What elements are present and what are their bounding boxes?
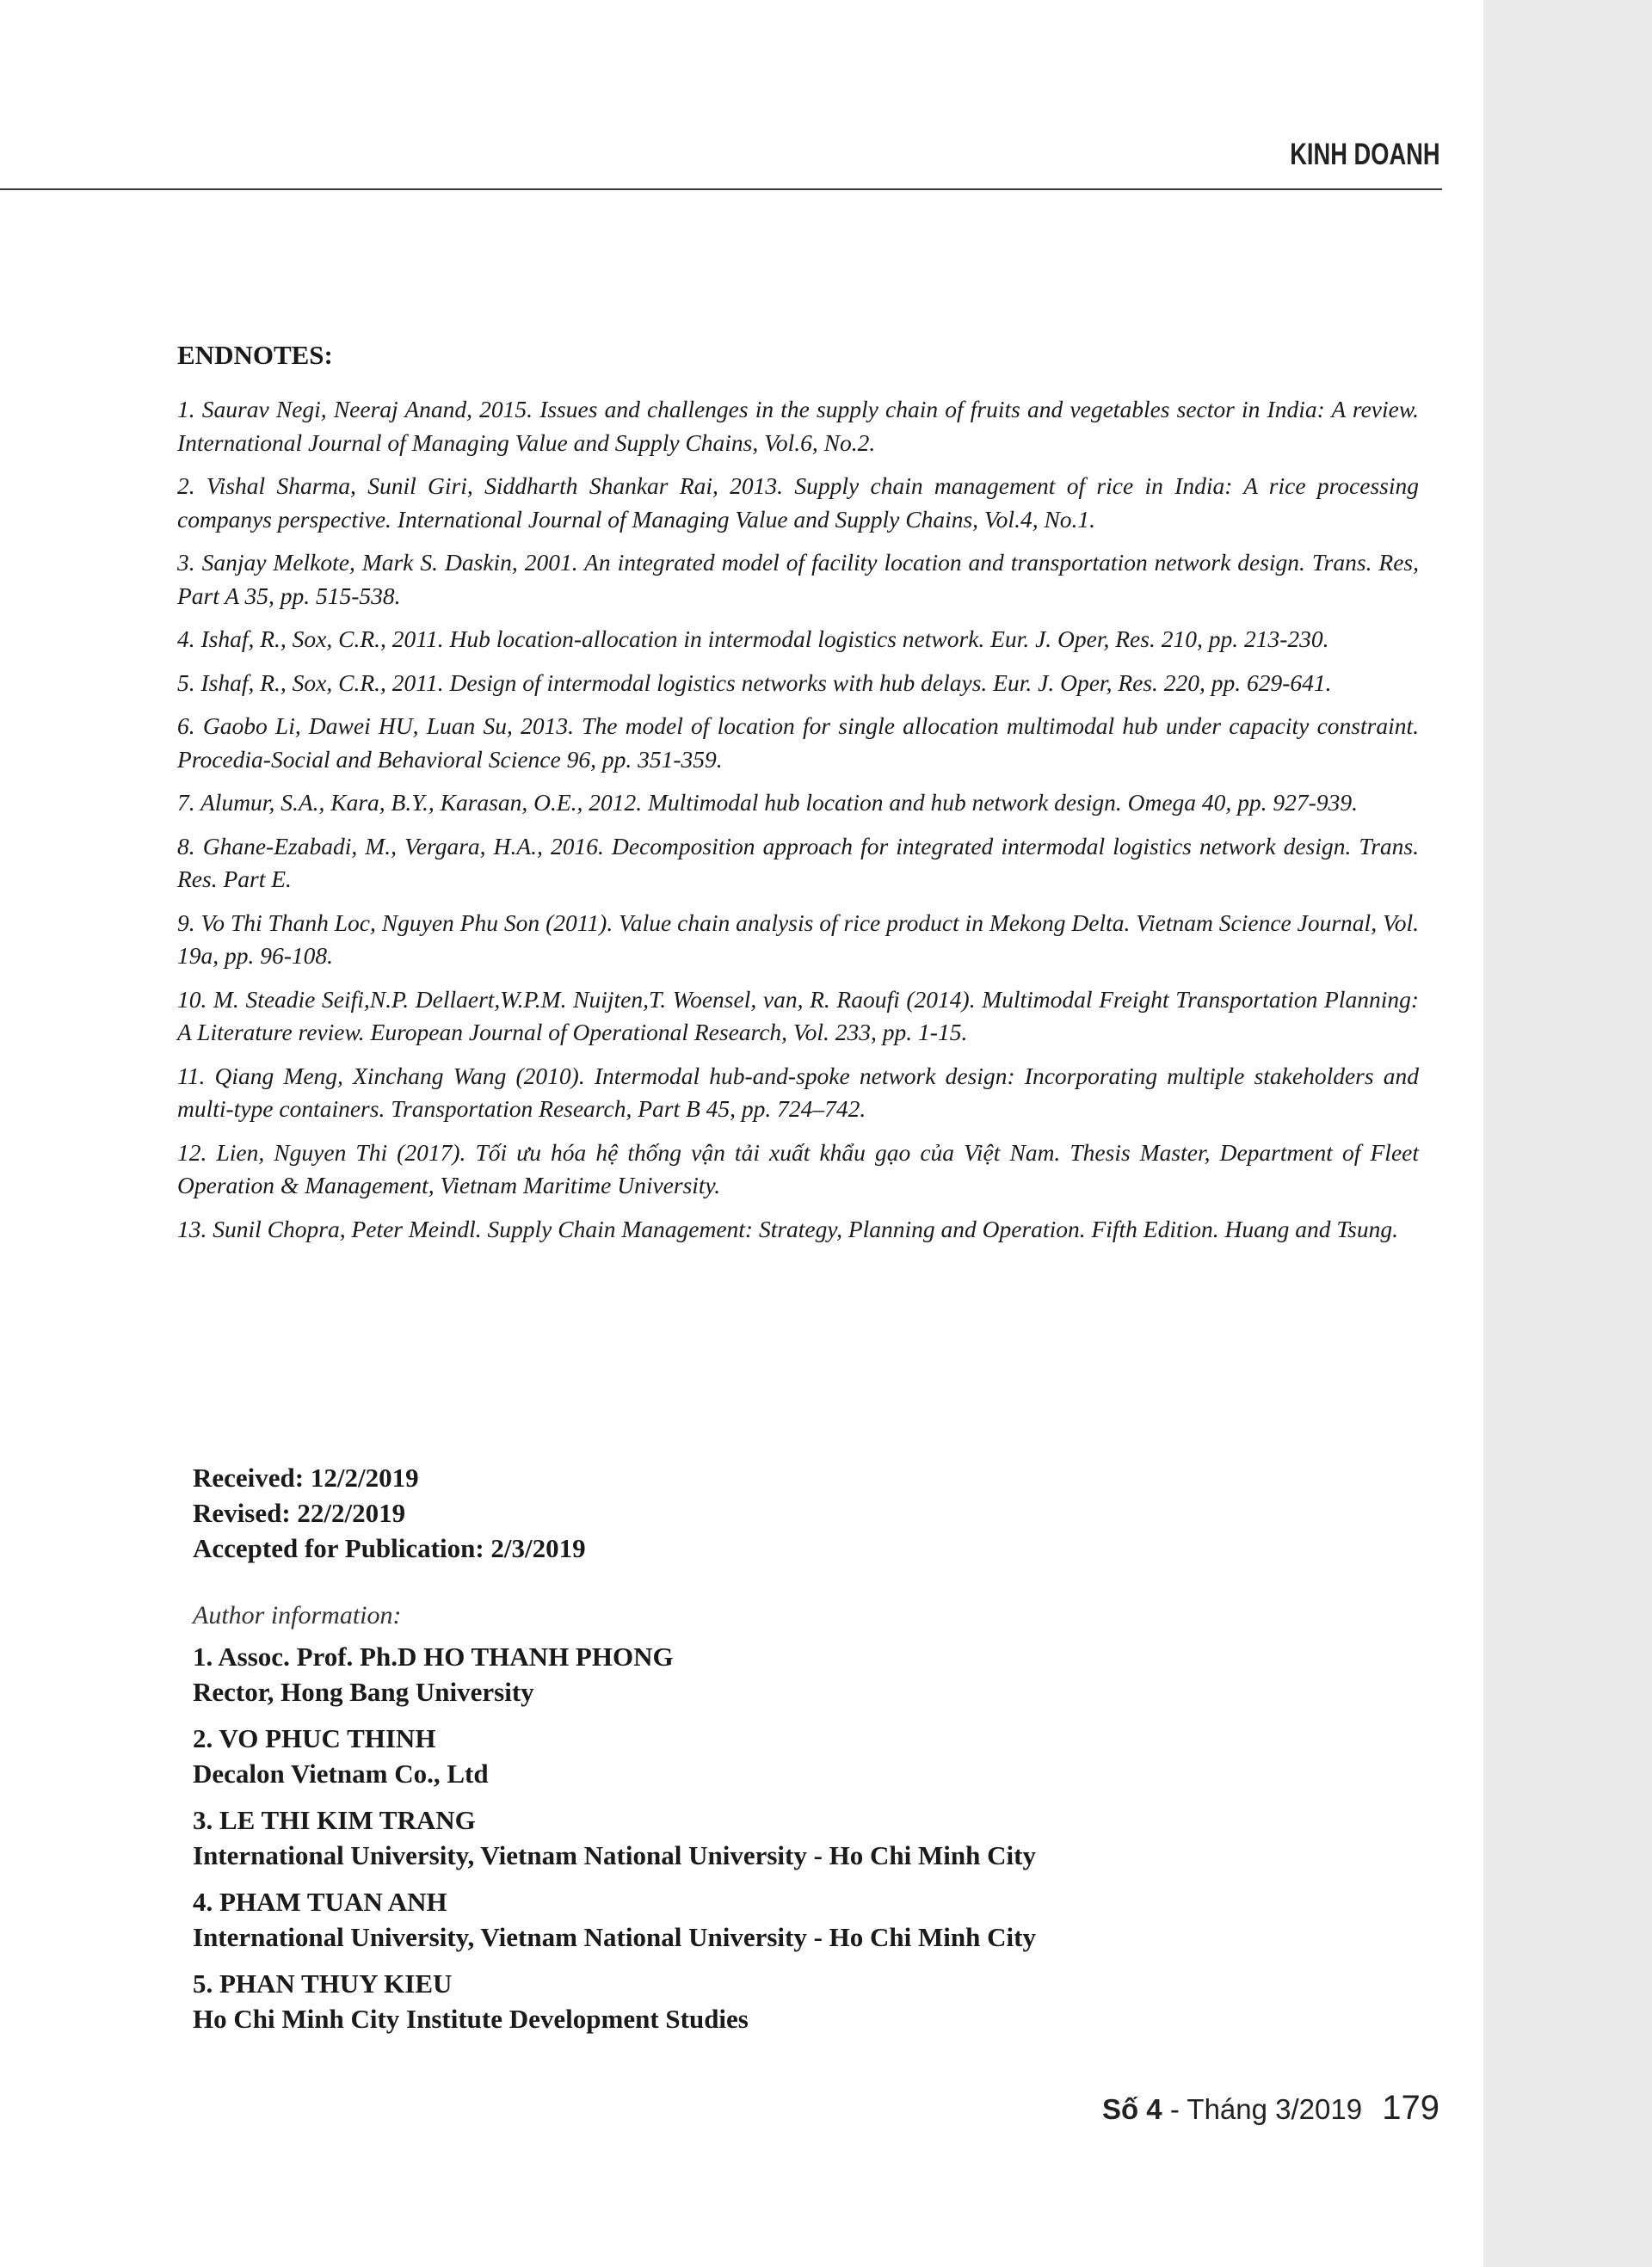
author-entry xyxy=(193,1966,1397,2036)
author-entry xyxy=(193,1884,1397,1955)
endnote-item: 4. Ishaf, R., Sox, C.R., 2011. Hub location-allocation in intermodal logistics network. Eur. J. Oper, Res. 210, pp. 213-230. xyxy=(177,625,1329,652)
page-number: 179 xyxy=(1382,2089,1439,2127)
author-name: 1. Assoc. Prof. Ph.D HO THANH PHONG xyxy=(193,1642,674,1672)
endnotes-section xyxy=(177,340,1419,1256)
endnote-item: 10. M. Steadie Seifi,N.P. Dellaert,W.P.M. Nuijten,T. Woensel, van, R. Raoufi (2014). Multimodal Freight Transportation Planning: A Literature review. European Journal of Operational Research, Vol. 233, pp. 1-15. xyxy=(177,985,1419,1045)
author-entry xyxy=(193,1721,1397,1791)
received-date: Received: 12/2/2019 xyxy=(193,1463,419,1493)
author-entry xyxy=(193,1639,1397,1709)
author-name: 4. PHAM TUAN ANH xyxy=(193,1887,447,1917)
endnote-item: 11. Qiang Meng, Xinchang Wang (2010). Intermodal hub-and-spoke network design: Incorporating multiple stakeholders and multi-type containers. Transportation Research, Part B 45, pp. 724–742. xyxy=(177,1062,1419,1122)
section-header: KINH DOANH xyxy=(1290,138,1440,171)
endnote-item: 9. Vo Thi Thanh Loc, Nguyen Phu Son (2011). Value chain analysis of rice product in Mekong Delta. Vietnam Science Journal, Vol. 19a, pp. 96-108. xyxy=(177,909,1419,969)
publication-dates xyxy=(193,1460,586,1566)
author-affiliation: Rector, Hong Bang University xyxy=(193,1677,534,1707)
endnote-item: 7. Alumur, S.A., Kara, B.Y., Karasan, O.E., 2012. Multimodal hub location and hub network design. Omega 40, pp. 927-939. xyxy=(177,789,1358,816)
author-name: 5. PHAN THUY KIEU xyxy=(193,1968,453,1999)
endnote-item: 3. Sanjay Melkote, Mark S. Daskin, 2001. An integrated model of facility location and transportation network design. Trans. Res, Part A 35, pp. 515-538. xyxy=(177,549,1419,609)
header-rule xyxy=(0,188,1442,190)
issue-date: - Tháng 3/2019 xyxy=(1169,2093,1363,2125)
author-info-label: Author information: xyxy=(193,1601,402,1629)
endnote-item: 12. Lien, Nguyen Thi (2017). Tối ưu hóa hệ thống vận tải xuất khẩu gạo của Việt Nam. Thesis Master, Department of Fleet Operation & Management, Vietnam Maritime University. xyxy=(177,1138,1419,1198)
endnote-item: 13. Sunil Chopra, Peter Meindl. Supply Chain Management: Strategy, Planning and Operation. Fifth Edition. Huang and Tsung. xyxy=(177,1215,1398,1242)
author-affiliation: Ho Chi Minh City Institute Development Studies xyxy=(193,2004,749,2034)
issue-number: Số 4 xyxy=(1101,2093,1162,2125)
revised-date: Revised: 22/2/2019 xyxy=(193,1498,406,1528)
endnote-item: 1. Saurav Negi, Neeraj Anand, 2015. Issues and challenges in the supply chain of fruits and vegetables sector in India: A review. International Journal of Managing Value and Supply Chains, Vol.6, No.2. xyxy=(177,396,1419,456)
author-affiliation: Decalon Vietnam Co., Ltd xyxy=(193,1759,489,1789)
endnote-item: 6. Gaobo Li, Dawei HU, Luan Su, 2013. The model of location for single allocation multimodal hub under capacity constraint. Procedia-Social and Behavioral Science 96, pp. 351-359. xyxy=(177,712,1419,773)
endnote-item: 8. Ghane-Ezabadi, M., Vergara, H.A., 2016. Decomposition approach for integrated intermodal logistics network design. Trans. Res. Part E. xyxy=(177,832,1419,892)
accepted-date: Accepted for Publication: 2/3/2019 xyxy=(193,1533,586,1563)
author-name: 2. VO PHUC THINH xyxy=(193,1723,436,1753)
author-affiliation: International University, Vietnam National University - Ho Chi Minh City xyxy=(193,1840,1036,1870)
author-information xyxy=(193,1599,1397,2048)
author-entry xyxy=(193,1802,1397,1873)
endnote-item: 2. Vishal Sharma, Sunil Giri, Siddharth Shankar Rai, 2013. Supply chain management of rice in India: A rice processing companys perspective. International Journal of Managing Value and Supply Chains, Vol.4, No.1. xyxy=(177,472,1419,533)
endnotes-title: ENDNOTES: xyxy=(177,340,333,370)
author-affiliation: International University, Vietnam National University - Ho Chi Minh City xyxy=(193,1922,1036,1952)
page-margin-band xyxy=(1483,0,1652,2267)
endnote-item: 5. Ishaf, R., Sox, C.R., 2011. Design of intermodal logistics networks with hub delays. Eur. J. Oper, Res. 220, pp. 629-641. xyxy=(177,668,1332,696)
author-name: 3. LE THI KIM TRANG xyxy=(193,1805,476,1835)
page-footer xyxy=(1102,2089,1439,2128)
